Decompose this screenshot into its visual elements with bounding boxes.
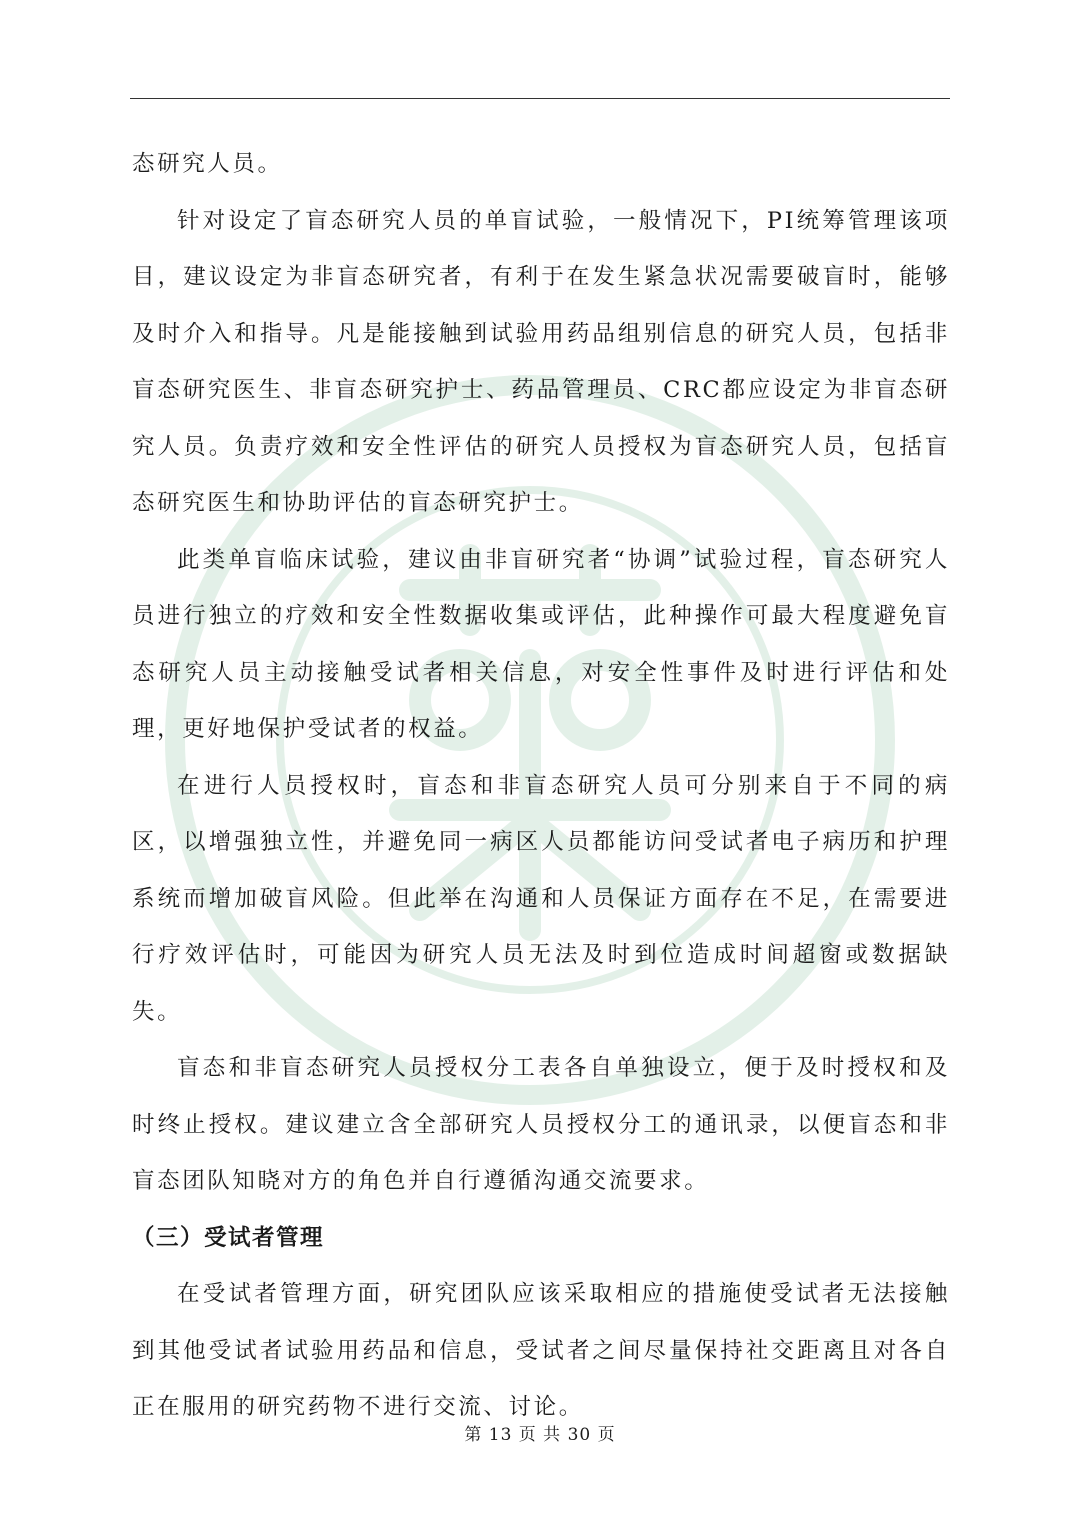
paragraph: 在进行人员授权时，盲态和非盲态研究人员可分别来自于不同的病区，以增强独立性，并避免同一病区人员都能访问受试者电子病历和护理系统而增加破盲风险。但此举在沟通和人员保证方面存在不足，在需要进行疗效评估时，可能因为研究人员无法及时到位造成时间超窗或数据缺失。: [132, 772, 950, 1025]
paragraph: 在受试者管理方面，研究团队应该采取相应的措施使受试者无法接触到其他受试者试验用药品和信息，受试者之间尽量保持社交距离且对各自正在服用的研究药物不进行交流、讨论。: [132, 1281, 950, 1420]
section-heading: （三）受试者管理: [132, 1224, 325, 1251]
page-number: 第 13 页 共 30 页: [464, 1425, 616, 1445]
document-body: [132, 136, 950, 1436]
paragraph: 针对设定了盲态研究人员的单盲试验，一般情况下，PI统筹管理该项目，建议设定为非盲态研究者，有利于在发生紧急状况需要破盲时，能够及时介入和指导。凡是能接触到试验用药品组别信息的研究人员，包括非盲态研究医生、非盲态研究护士、药品管理员、CRC都应设定为非盲态研究人员。负责疗效和安全性评估的研究人员授权为盲态研究人员，包括盲态研究医生和协助评估的盲态研究护士。: [132, 207, 950, 516]
paragraph: 此类单盲临床试验，建议由非盲研究者“协调”试验过程，盲态研究人员进行独立的疗效和安全性数据收集或评估，此种操作可最大程度避免盲态研究人员主动接触受试者相关信息，对安全性事件及时进行评估和处理，更好地保护受试者的权益。: [132, 546, 950, 742]
paragraph: 盲态和非盲态研究人员授权分工表各自单独设立，便于及时授权和及时终止授权。建议建立含全部研究人员授权分工的通讯录，以便盲态和非盲态团队知晓对方的角色并自行遵循沟通交流要求。: [132, 1055, 950, 1194]
paragraph: 态研究人员。: [132, 151, 283, 177]
header-rule: [130, 98, 950, 99]
